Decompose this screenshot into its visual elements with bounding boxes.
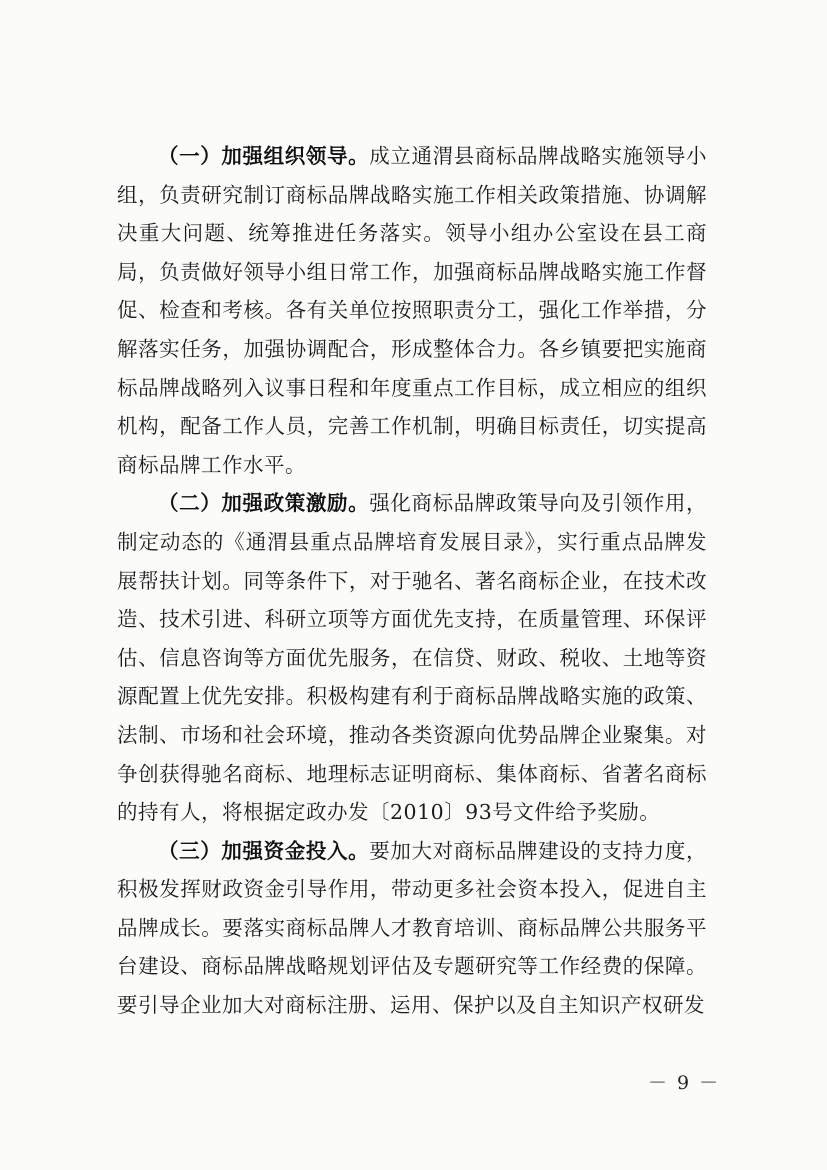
paragraph-funding-investment (117, 832, 707, 1025)
paragraph-policy-incentives (117, 484, 707, 831)
paragraph-heading: （一）加强组织领导。 (158, 144, 370, 168)
paragraph-organization-leadership (117, 137, 707, 484)
paragraph-text: 要加大对商标品牌建设的支持力度，积极发挥财政资金引导作用，带动更多社会资本投入，促进自主品牌成长。要落实商标品牌人才教育培训、商标品牌公共服务平台建设、商标品牌战略规划评估及专题研究等工作经费的保障。要引导企业加大对商标注册、运用、保护以及自主知识产权研发 (117, 838, 708, 1018)
paragraph-heading: （三）加强资金投入。 (158, 838, 370, 863)
page-number: － 9 － (648, 1072, 721, 1094)
document-body (117, 137, 707, 1025)
paragraph-text: 强化商标品牌政策导向及引领作用，制定动态的《通渭县重点品牌培育发展目录》，实行重点品牌发展帮扶计划。同等条件下，对于驰名、著名商标企业，在技术改造、技术引进、科研立项等方面优先支持，在质量管理、环保评估、信息咨询等方面优先服务，在信贷、财政、税收、土地等资源配置上优先安排。积极构建有利于商标品牌战略实施的政策、法制、市场和社会环境，推动各类资源向优势品牌企业聚集。对争创获得驰名商标、地理标志证明商标、集体商标、省著名商标的持有人，将根据定政办发〔2010〕93号文件给予奖励。 (117, 491, 708, 825)
paragraph-heading: （二）加强政策激励。 (158, 491, 370, 516)
paragraph-text: 成立通渭县商标品牌战略实施领导小组，负责研究制订商标品牌战略实施工作相关政策措施、协调解决重大问题、统筹推进任务落实。领导小组办公室设在县工商局，负责做好领导小组日常工作，加强商标品牌战略实施工作督促、检查和考核。各有关单位按照职责分工，强化工作举措，分解落实任务，加强协调配合，形成整体合力。各乡镇要把实施商标品牌战略列入议事日程和年度重点工作目标，成立相应的组织机构，配备工作人员，完善工作机制，明确目标责任，切实提高商标品牌工作水平。 (117, 144, 708, 477)
